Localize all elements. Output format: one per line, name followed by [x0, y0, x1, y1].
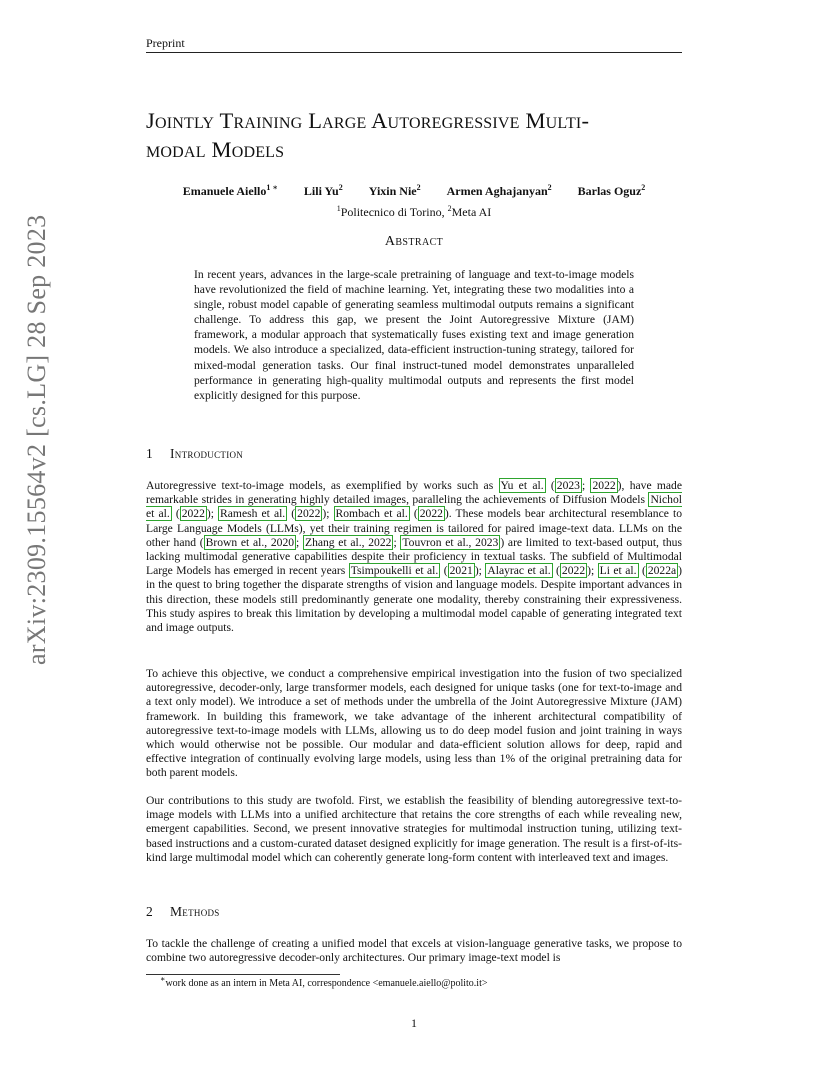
text-run: );: [587, 564, 598, 578]
affil-institution: Politecnico di Torino,: [340, 205, 448, 219]
text-run: (: [545, 479, 555, 492]
citation-link[interactable]: Alayrac et al.: [487, 564, 551, 578]
section-number: 1: [146, 446, 154, 461]
author-name: Yixin Nie: [368, 184, 417, 198]
arxiv-sidebar-stamp: arXiv:2309.15564v2 [cs.LG] 28 Sep 2023: [22, 214, 51, 665]
text-run: );: [206, 507, 219, 521]
citation-link[interactable]: Rombach et al.: [335, 507, 408, 521]
text-run: );: [474, 564, 486, 578]
citation-link[interactable]: 2023: [556, 479, 580, 492]
text-run: (: [552, 564, 560, 578]
footnote: [160, 974, 488, 989]
citation-link[interactable]: Zhang et al., 2022: [304, 535, 392, 549]
citation-link[interactable]: Yu et al.: [500, 479, 544, 492]
affil-mark: 2: [447, 204, 452, 213]
running-head: Preprint: [146, 36, 185, 50]
author: [447, 184, 552, 199]
author-name: Lili Yu: [303, 184, 339, 198]
author: [183, 184, 278, 199]
section-heading-methods: [146, 904, 220, 920]
citation-link[interactable]: 2022: [561, 564, 586, 578]
intro-paragraph-3: Our contributions to this study are twofold. First, we establish the feasibility of blending autoregressive text-to-image models with LLMs into a unified architecture that retains the core strengths of each while revealing new, emergent capabilities. Second, we present innovative strategies for multimodal instruction tuning, utilizing text-based instructions and a custom-curated dataset designed explicitly for image generation. The result is a first-of-its-kind large multimodal model which can coherently generate long-form content with interleaved text and images.: [146, 794, 682, 864]
citation-link[interactable]: 2022: [592, 479, 616, 492]
text-run: (: [409, 507, 418, 521]
section-title: Introduction: [170, 446, 244, 461]
citation-link[interactable]: 2022: [419, 507, 443, 521]
citation-link[interactable]: Ramesh et al.: [220, 507, 286, 521]
citation-link[interactable]: 2022a: [647, 564, 677, 578]
citation-link[interactable]: Brown et al., 2020: [205, 535, 295, 549]
author-mark: 1 ∗: [266, 183, 278, 192]
citation-link[interactable]: Touvron et al., 2023: [402, 535, 499, 549]
author: [304, 184, 343, 199]
abstract-text: In recent years, advances in the large-scale pretraining of language and text-to-image models have revolutionized the field of machine learning. Yet, integrating these two modalities into a single, robust model capable of generating seamless multimodal outputs remains a significant challenge. To address this gap, we present the Joint Autoregressive Mixture (JAM) framework, a modular approach that systematically fuses existing text and image generation models. We also introduce a specialized, data-efficient instruction-tuning strategy, tailored for mixed-modal generation tasks. Our final instruct-tuned model demonstrates unparalleled performance in generating high-quality multimodal outputs and represents the first model explicitly designed for this purpose.: [194, 268, 634, 402]
citation-link[interactable]: Nichol et al.: [146, 493, 682, 521]
author-mark: 2: [641, 183, 646, 192]
citation-link[interactable]: 2021: [449, 564, 473, 578]
title-line-1: Jointly Training Large Autoregressive Multi-: [146, 108, 590, 133]
author-name: Barlas Oguz: [577, 184, 642, 198]
text-run: Autoregressive text-to-image models, as exemplified by works such as: [146, 479, 499, 492]
footnote-rule: [146, 974, 340, 975]
author-name: Emanuele Aiello: [182, 184, 267, 198]
affil-institution: Meta AI: [451, 205, 492, 219]
author: [369, 184, 421, 199]
text-run: (: [171, 507, 180, 521]
affiliations: [146, 205, 682, 220]
citation-link[interactable]: Li et al.: [599, 564, 637, 578]
citation-link[interactable]: 2022: [297, 507, 321, 521]
author-mark: 2: [338, 183, 343, 192]
intro-paragraph-1: [146, 479, 682, 635]
text-run: ), have made remarkable strides in generating highly detailed images, paralleling the achievements of Diffusion Models: [146, 479, 682, 507]
footnote-text: work done as an intern in Meta AI, correspondence <emanuele.aiello@polito.it>: [165, 978, 488, 989]
section-title: Methods: [170, 904, 220, 919]
paper-title: [146, 106, 706, 164]
header-rule: [146, 52, 682, 53]
text-run: ) are limited to text-based output, thus lacking multimodal generative capabilities despite their proficiency in textual tasks. The subfield of Multimodal Large Models has emerged in recent years: [146, 535, 682, 578]
abstract-heading: Abstract: [384, 234, 444, 249]
affil-mark: 1: [336, 204, 341, 213]
author-mark: 2: [547, 183, 552, 192]
text-run: );: [322, 507, 334, 521]
citation-link[interactable]: 2022: [181, 507, 205, 521]
intro-paragraph-2: To achieve this objective, we conduct a comprehensive empirical investigation into the fusion of two specialized autoregressive, decoder-only, large transformer models, each designed for unique tasks (one for text-to-image and a text only model). We introduce a set of methods under the umbrella of the Joint Autoregressive Mixture (JAM) framework. In building this framework, we take advantage of the inherent architectural compatibility of autoregressive text-to-image models with LLMs, allowing us to do deep model fusion and joint training in ways which would otherwise not be possible. Our modular and data-efficient solution allows for deep, rapid and effective integration of continually evolving large models, using less than 1% of the original pretraining data for both parent models.: [146, 667, 682, 780]
title-line-2: modal Models: [146, 137, 285, 162]
text-run: ) in the quest to bring together the disparate strengths of vision and language models. Despite important advances in this direction, these models still predominantly generate one modality, thereby constraining their expressiveness. This study aspires to break this limitation by developing a multimodal model capable of generating integrated text and image outputs.: [146, 564, 683, 635]
text-run: ;: [581, 479, 591, 492]
footnote-mark: ∗: [160, 974, 166, 984]
text-run: ;: [296, 535, 303, 549]
text-run: ). These models bear architectural resemblance to Large Language Models (LLMs), yet their training regimen is tailored for paired image-text data. LLMs on the other hand (: [146, 507, 683, 549]
author-mark: 2: [416, 183, 421, 192]
text-run: (: [638, 564, 646, 578]
author-list: [146, 184, 682, 199]
citation-link[interactable]: Tsimpoukelli et al.: [350, 564, 439, 578]
section-heading-introduction: [146, 446, 243, 462]
text-run: (: [440, 564, 448, 578]
section-number: 2: [146, 904, 154, 919]
author-name: Armen Aghajanyan: [446, 184, 548, 198]
methods-paragraph-1: To tackle the challenge of creating a unified model that excels at vision-language generative tasks, we propose to combine two autoregressive decoder-only architectures. Our primary image-text model is: [146, 937, 682, 965]
author: [578, 184, 646, 199]
text-run: (: [287, 507, 296, 521]
page-number: 1: [411, 1016, 417, 1030]
text-run: ;: [393, 535, 401, 549]
